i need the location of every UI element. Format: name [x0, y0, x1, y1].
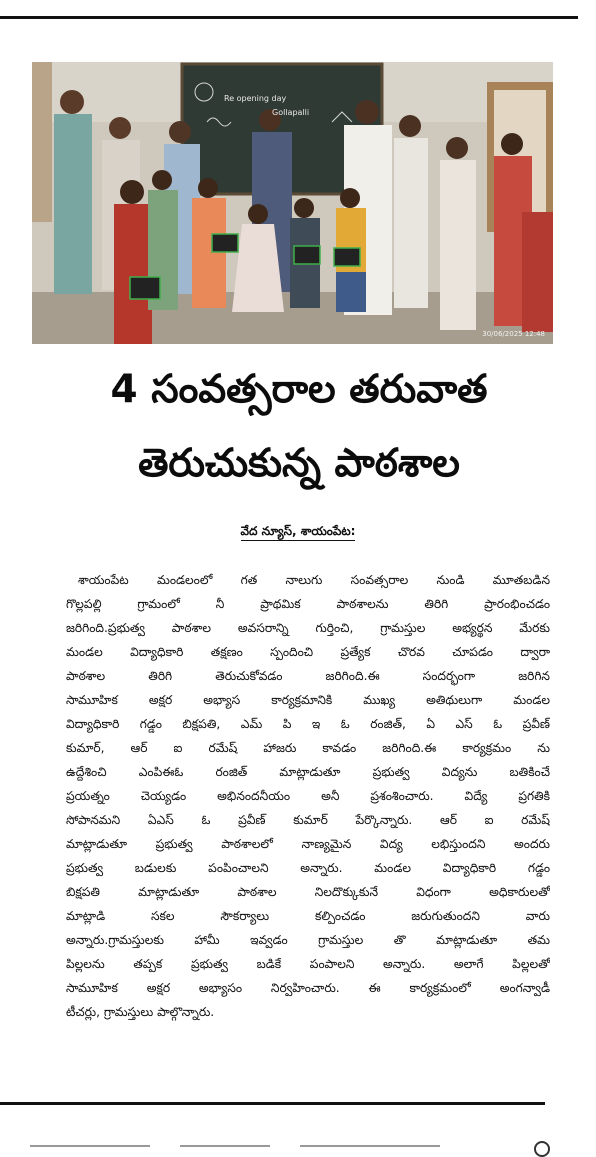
body-line: పాఠశాల తిరిగి తెరుచుకోవడం జరిగింది.ఈ సందర్భంగా జరిగిన	[66, 669, 550, 683]
body-line: పిల్లలను తప్పక ప్రభుత్వ బడికే పంపాలని అన్నారు. అలాగే పిల్లలతో	[66, 957, 550, 971]
body-line: ప్రభుత్వ బడులకు పంపించాలని అన్నారు. మండల విద్యాధికారి గడ్డం	[66, 861, 550, 875]
body-line: బిక్షపతి మాట్లాడుతూ పాఠశాల నిలదొక్కుకునే విధంగా అధికారులతో	[66, 885, 550, 899]
body-line: ఉద్దేశించి ఎంపిఈఓ రంజిత్ మాట్లాడుతూ ప్రభుత్వ విద్యను బతికించే	[66, 765, 550, 779]
body-line: టీచర్లు, గ్రామస్తులు పాల్గొన్నారు.	[66, 1005, 215, 1019]
bottom-rule	[0, 1102, 545, 1105]
body-line: గొల్లపల్లి గ్రామంలో నీ ప్రాథమిక పాఠశాలను తిరిగి ప్రారంభించడం	[66, 597, 550, 611]
body-line: విద్యాధికారి గడ్డం బిక్షపతి, ఎమ్ పి ఇ ఓ రంజిత్, ఏ ఎస్ ఓ ప్రవీణ్	[66, 717, 550, 731]
circle-icon	[534, 1141, 550, 1157]
classroom-photo-illustration	[32, 62, 553, 344]
body-line: జరిగింది.ప్రభుత్వ పాఠశాల అవసరాన్ని గుర్తించి, గ్రామస్తుల అభ్యర్థన మేరకు	[66, 621, 550, 635]
article-body	[66, 568, 550, 1024]
chalkboard-text: Re opening day	[224, 94, 287, 103]
body-line: కుమార్, ఆర్ ఐ రమేష్ హాజరు కావడం జరిగింది.ఈ కార్యక్రమం ను	[66, 741, 550, 755]
top-rule	[0, 16, 578, 19]
next-article-fragment	[30, 1141, 550, 1149]
body-line: సామూహిక అక్షర అభ్యాస కార్యక్రమానికి ముఖ్య అతిథులుగా మండల	[66, 693, 550, 707]
body-line: మాట్లాడుతూ ప్రభుత్వ పాఠశాలలో నాణ్యమైన విద్య లభిస్తుందని అందరు	[66, 837, 550, 851]
headline-line-2: తెరుచుకున్న పాఠశాల	[138, 441, 460, 486]
article-photo	[32, 62, 553, 344]
chalkboard-text: Gollapalli	[272, 108, 310, 117]
photo-timestamp: 30/06/2025 12:48	[482, 330, 545, 338]
headline-line-1: 4 సంవత్సరాల తరువాత	[110, 367, 488, 412]
body-line: అన్నారు.గ్రామస్తులకు హామీ ఇవ్వడం గ్రామస్తుల తొ మాట్లాడుతూ తమ	[66, 933, 550, 947]
body-line: మండల విద్యాధికారి తక్షణం స్పందించి ప్రత్యేక చొరవ చూపడం ద్వారా	[66, 645, 550, 659]
body-line: సోపానమని ఏఎస్ ఓ ప్రవీణ్ కుమార్ పేర్కొన్నారు. ఆర్ ఐ రమేష్	[66, 813, 550, 827]
body-line: సామూహిక అక్షర అభ్యాసం నిర్వహించారు. ఈ కార్యక్రమంలో అంగన్వాడీ	[66, 981, 550, 995]
byline	[0, 524, 596, 541]
body-line: శాయంపేట మండలంలో గత నాలుగు సంవత్సరాల నుండి మూతబడిన	[78, 573, 550, 587]
body-line: మాట్లాడి సకల సౌకర్యాలు కల్పించడం జరుగుతుందని వారు	[66, 909, 550, 923]
byline-text: వేద న్యూస్, శాయంపేట:	[241, 524, 356, 541]
body-line: ప్రయత్నం చెయ్యడం అభినందనీయం అనీ ప్రశంశించారు. విద్యే ప్రగతికి	[66, 789, 550, 803]
